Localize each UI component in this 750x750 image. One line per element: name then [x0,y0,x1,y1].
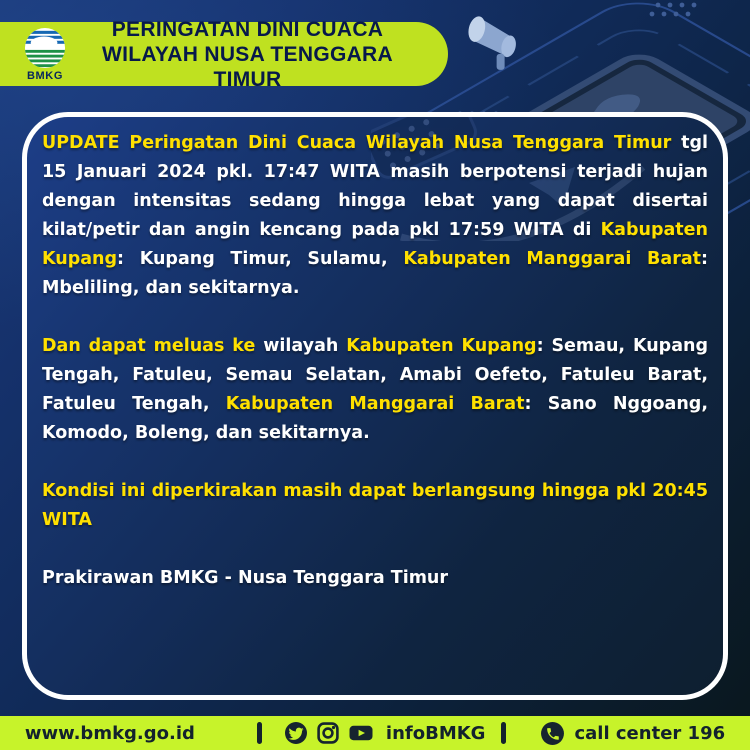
poster-title [77,17,448,92]
text-run: Kabupaten Manggarai Barat [225,394,525,414]
call-center-label: call center 196 [574,722,726,744]
text-run: : Mbeliling, dan sekitarnya. [42,249,708,298]
alert-paragraph-duration [42,477,708,535]
text-run: wilayah [255,336,347,356]
website-url: www.bmkg.go.id [24,722,195,744]
text-run: : Kupang Timur, Sulamu, [117,249,404,269]
divider [257,722,262,744]
call-center-group [540,721,725,746]
social-handle: infoBMKG [385,722,486,744]
poster-title-line2: WILAYAH NUSA TENGGARA TIMUR [102,42,393,91]
phone-icon [540,721,565,746]
text-run: UPDATE Peringatan Dini Cuaca Wilayah Nusa Tenggara Timur [42,133,672,153]
twitter-icon [284,721,308,745]
bmkg-logo-label: BMKG [26,69,63,82]
dot-grid [650,3,697,17]
poster-title-line1: PERINGATAN DINI CUACA [111,17,384,41]
alert-text [27,117,723,593]
bmkg-logo-icon [24,27,66,69]
youtube-icon [348,721,374,745]
text-run: tgl 15 Januari 2024 pkl. 17:47 WITA masih berpotensi terjadi hujan dengan intensitas sedang hingga lebat yang dapat disertai kilat/petir dan angin kencang pada pkl 17:59 WITA di [42,133,708,240]
social-media-group [284,721,486,745]
text-run: Kondisi ini diperkirakan masih dapat berlangsung hingga pkl 20:45 WITA [42,481,708,530]
text-run: : Semau, Kupang Tengah, Fatuleu, Semau Selatan, Amabi Oefeto, Fatuleu Barat, Fatuleu Tengah, [42,336,709,414]
text-run: Kabupaten Kupang [42,220,708,269]
text-run: Kabupaten Kupang [346,336,537,356]
text-run: Kabupaten Manggarai Barat [403,249,701,269]
alert-signature [42,564,708,593]
text-run: : Sano Nggoang, Komodo, Boleng, dan sekitarnya. [42,394,708,443]
text-run: Dan dapat meluas ke [42,336,256,356]
alert-box [22,112,728,700]
bmkg-logo [13,27,77,82]
alert-paragraph-expansion [42,332,708,448]
footer-bar [0,716,750,750]
instagram-icon [316,721,340,745]
header-banner [0,17,448,91]
alert-paragraph-update [42,129,708,303]
text-run: Prakirawan BMKG - Nusa Tenggara Timur [42,568,449,588]
divider [501,722,506,744]
